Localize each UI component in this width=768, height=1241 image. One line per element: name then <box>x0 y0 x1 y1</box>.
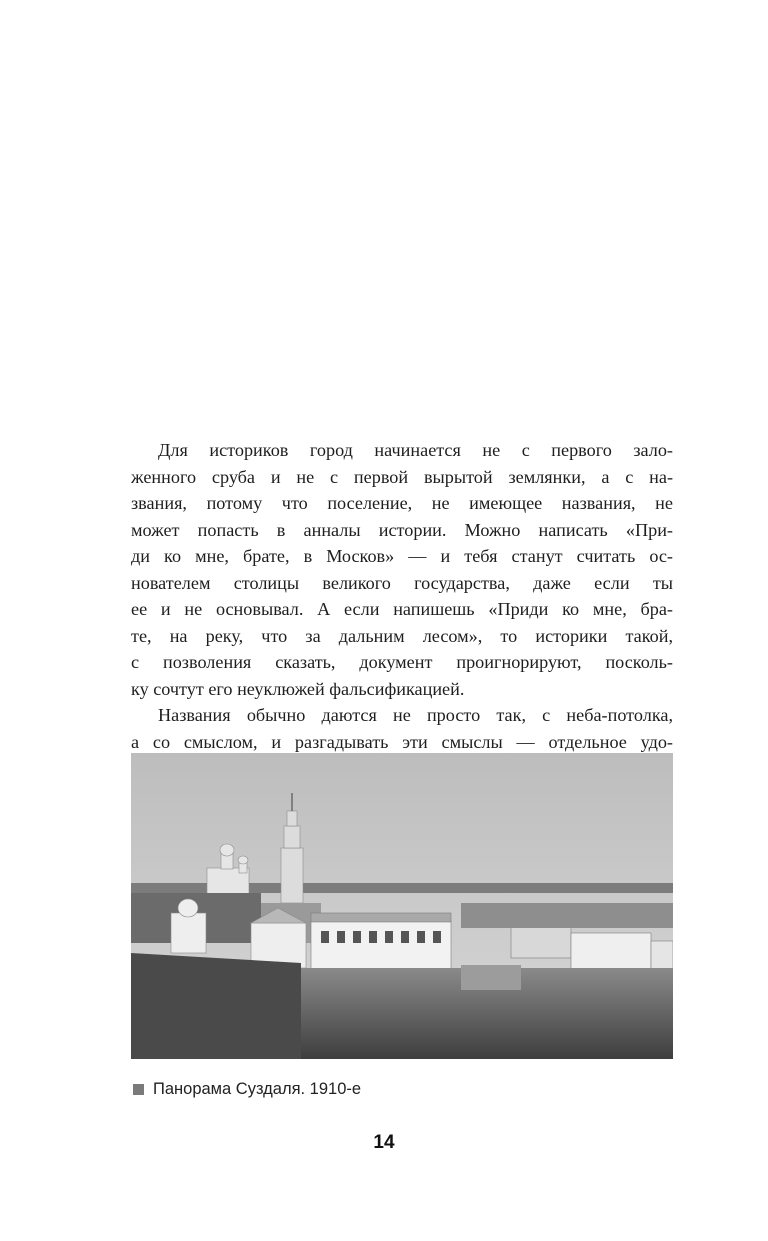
text-line: Названия обычно даются не просто так, с неба-потолка, <box>158 705 673 725</box>
text-line: нователем столицы великого государства, даже если ты <box>131 572 673 593</box>
text-line: звания, потому что поселение, не имеющее названия, не <box>131 493 673 513</box>
text-line: Для историков город начинается не с первого зало- <box>158 440 673 460</box>
text-line: ее и не основывал. А если напишешь «Приди ко мне, бра- <box>131 599 673 619</box>
text-line: те, на реку, что за дальним лесом», то историки такой, <box>131 625 673 646</box>
page-number: 14 <box>373 1132 395 1153</box>
text-line: может попасть в анналы истории. Можно написать «При- <box>131 519 673 540</box>
body-text <box>131 437 673 755</box>
text-line: женного сруба и не с первой вырытой землянки, а с на- <box>131 466 673 487</box>
panorama-photo <box>131 753 673 1059</box>
figure-caption <box>133 1080 361 1099</box>
caption-text: Панорама Суздаля. 1910-е <box>153 1080 362 1098</box>
text-line: ди ко мне, брате, в Москов» — и тебя станут считать ос- <box>131 546 673 566</box>
text-line: ку сочтут его неуклюжей фальсификацией. <box>131 678 465 699</box>
panorama-illustration <box>131 753 673 1059</box>
text-line: с позволения сказать, документ проигнорируют, посколь- <box>131 652 673 672</box>
square-bullet-icon <box>133 1084 144 1095</box>
text-line: а со смыслом, и разгадывать эти смыслы — отдельное удо- <box>131 731 673 752</box>
